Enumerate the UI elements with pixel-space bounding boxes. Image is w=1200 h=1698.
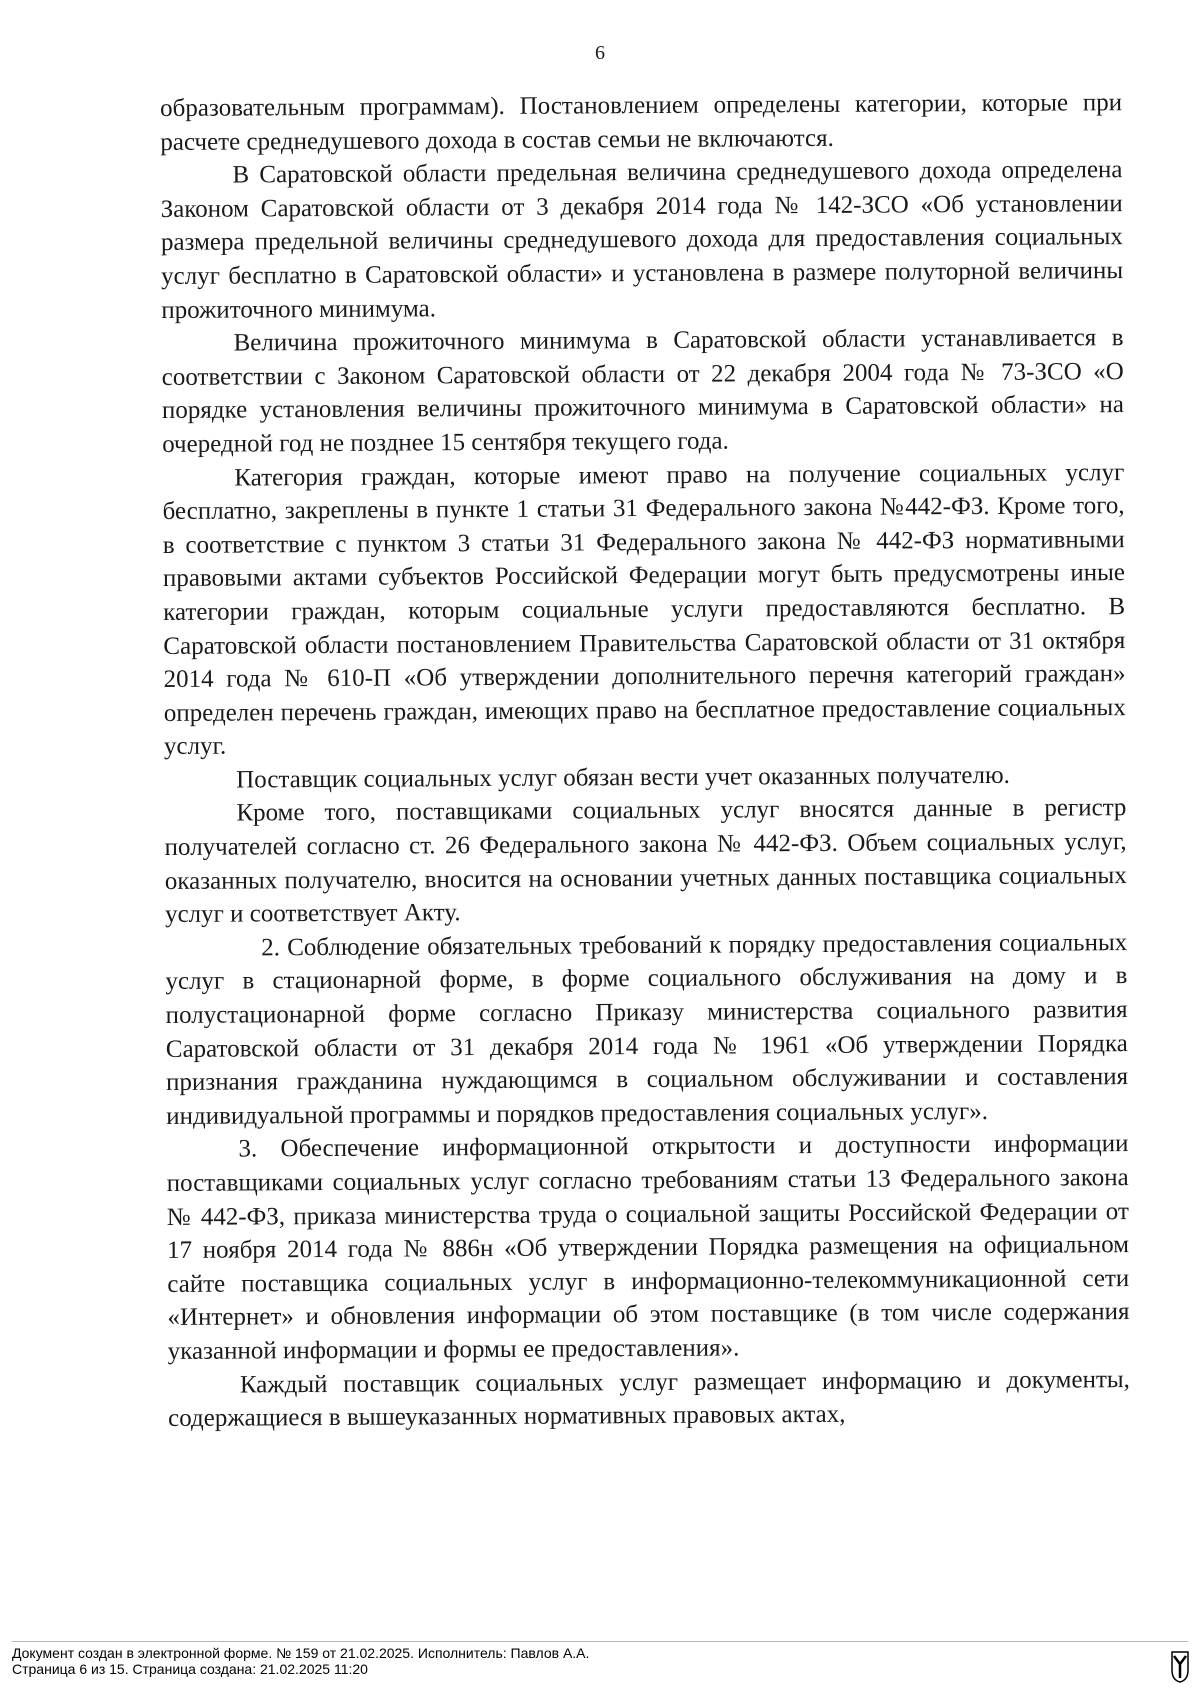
footer <box>12 1645 589 1677</box>
paragraph: Величина прожиточного минимума в Саратовской области устанавливается в соответствии с Законом Саратовской области от 22 декабря 2004 года № 73-ЗСО «О порядке установления величины прожиточного минимума в Саратовской области» на очередной год не позднее 15 сентября текущего года. <box>161 324 1125 458</box>
footer-page-info: Страница 6 из 15. Страница создана: 21.02.2025 11:20 <box>12 1661 368 1677</box>
numbered-paragraph: 2. Соблюдение обязательных требований к порядку предоставления социальных услуг в стационарной форме, в форме социального обслуживания на дому и в полустационарной форме согласно Приказу министерства социального развития Саратовской области от 31 декабря 2014 года № 1961 «Об утверждении Порядка признания гражданина нуждающимся в социальном обслуживании и составления индивидуальной программы и порядков предоставления социальных услуг». <box>165 928 1129 1130</box>
paragraph: Категория граждан, которые имеют право на получение социальных услуг бесплатно, закреплены в пункте 1 статьи 31 Федерального закона №442-ФЗ. Кроме того, в соответствие с пунктом 3 статьи 31 Федерального закона № 442-ФЗ нормативными правовыми актами субъектов Российской Федерации могут быть предусмотрены иные категории граждан, которым социальные услуги предоставляются бесплатно. В Саратовской области постановлением Правительства Саратовской области от 31 октября 2014 года № 610-П «Об утверждении дополнительного перечня категорий граждан» определен перечень граждан, имеющих право на бесплатное предоставление социальных услуг. <box>162 458 1126 761</box>
document-body <box>160 86 1130 1436</box>
paragraph: Поставщик социальных услуг обязан вести учет оказанных получателю. <box>236 761 1010 794</box>
paragraph: В Саратовской области предельная величина среднедушевого дохода определена Законом Саратовской области от 3 декабря 2014 года № 142-ЗСО «Об установлении размера предельной величины среднедушевого дохода для предоставления социальных услуг бесплатно в Саратовской области» и установлена в размере полуторной величины прожиточного минимума. <box>160 156 1124 324</box>
coat-of-arms-icon <box>1170 1650 1190 1684</box>
paragraph: Каждый поставщик социальных услуг размещает информацию и документы, содержащиеся в вышеуказанных нормативных правовых актах, <box>168 1365 1130 1433</box>
numbered-paragraph: 3. Обеспечение информационной открытости и доступности информации поставщиками социальных услуг согласно требованиям статьи 13 Федерального закона № 442-ФЗ, приказа министерства труда о социальной защиты Российской Федерации от 17 ноября 2014 года № 886н «Об утверждении Порядка размещения на официальном сайте поставщика социальных услуг в информационно-телекоммуникационной сети «Интернет» и обновления информации об этом поставщике (в том числе содержания указанной информации и формы ее предоставления». <box>166 1130 1130 1365</box>
paragraph: Кроме того, поставщиками социальных услуг вносятся данные в регистр получателей согласно ст. 26 Федерального закона № 442-ФЗ. Объем социальных услуг, оказанных получателю, вносится на основании учетных данных поставщика социальных услуг и соответствует Акту. <box>164 794 1127 929</box>
page-number: 6 <box>595 42 605 64</box>
paragraph: образовательным программам). Постановлением определены категории, которые при расчете среднедушевого дохода в состав семьи не включаются. <box>160 89 1123 156</box>
footer-divider <box>12 1641 1188 1642</box>
footer-document-info: Документ создан в электронной форме. № 159 от 21.02.2025. Исполнитель: Павлов А.А. <box>12 1645 590 1661</box>
